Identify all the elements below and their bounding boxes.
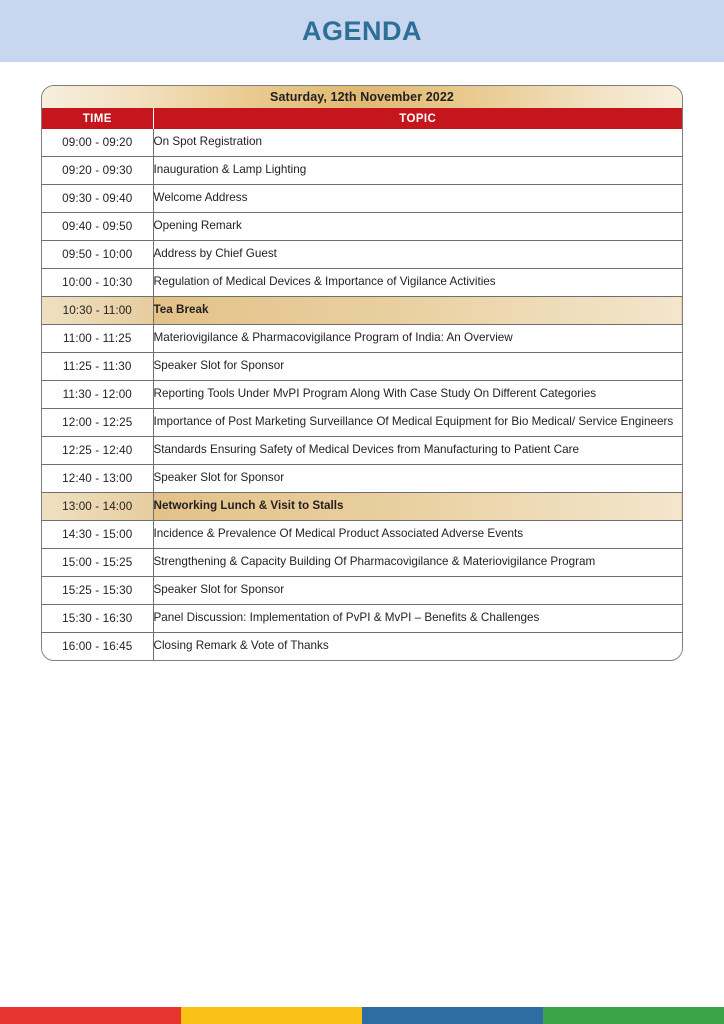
row-time: 09:40 - 09:50 bbox=[42, 213, 153, 241]
row-time: 09:50 - 10:00 bbox=[42, 241, 153, 269]
footer-bar-red bbox=[0, 1007, 181, 1024]
footer-bar-green bbox=[543, 1007, 724, 1024]
row-topic: Address by Chief Guest bbox=[153, 241, 682, 269]
row-time: 13:00 - 14:00 bbox=[42, 493, 153, 521]
table-row bbox=[42, 185, 682, 213]
row-topic: Incidence & Prevalence Of Medical Product Associated Adverse Events bbox=[153, 521, 682, 549]
row-topic: Standards Ensuring Safety of Medical Devices from Manufacturing to Patient Care bbox=[153, 437, 682, 465]
row-topic: Importance of Post Marketing Surveillance Of Medical Equipment for Bio Medical/ Service Engineers bbox=[153, 409, 682, 437]
row-topic: Materiovigilance & Pharmacovigilance Program of India: An Overview bbox=[153, 325, 682, 353]
row-topic: Regulation of Medical Devices & Importance of Vigilance Activities bbox=[153, 269, 682, 297]
agenda-table-body bbox=[42, 129, 682, 660]
row-topic: Speaker Slot for Sponsor bbox=[153, 577, 682, 605]
table-row bbox=[42, 297, 682, 325]
table-row bbox=[42, 213, 682, 241]
row-time: 11:00 - 11:25 bbox=[42, 325, 153, 353]
row-time: 12:00 - 12:25 bbox=[42, 409, 153, 437]
row-time: 14:30 - 15:00 bbox=[42, 521, 153, 549]
row-topic: Welcome Address bbox=[153, 185, 682, 213]
table-row bbox=[42, 549, 682, 577]
agenda-date-header: Saturday, 12th November 2022 bbox=[42, 86, 682, 108]
row-time: 11:30 - 12:00 bbox=[42, 381, 153, 409]
row-time: 09:30 - 09:40 bbox=[42, 185, 153, 213]
row-time: 09:20 - 09:30 bbox=[42, 157, 153, 185]
table-row bbox=[42, 381, 682, 409]
row-topic: Speaker Slot for Sponsor bbox=[153, 353, 682, 381]
page-title: AGENDA bbox=[301, 15, 422, 46]
row-time: 15:00 - 15:25 bbox=[42, 549, 153, 577]
row-topic: Networking Lunch & Visit to Stalls bbox=[153, 493, 682, 521]
table-row bbox=[42, 241, 682, 269]
row-time: 10:00 - 10:30 bbox=[42, 269, 153, 297]
row-topic: Panel Discussion: Implementation of PvPI & MvPI – Benefits & Challenges bbox=[153, 605, 682, 633]
row-topic: Closing Remark & Vote of Thanks bbox=[153, 633, 682, 661]
row-time: 16:00 - 16:45 bbox=[42, 633, 153, 661]
column-header-time: TIME bbox=[42, 108, 153, 129]
table-row bbox=[42, 325, 682, 353]
row-time: 10:30 - 11:00 bbox=[42, 297, 153, 325]
row-time: 12:25 - 12:40 bbox=[42, 437, 153, 465]
table-row bbox=[42, 493, 682, 521]
table-row bbox=[42, 605, 682, 633]
row-topic: Opening Remark bbox=[153, 213, 682, 241]
table-row bbox=[42, 409, 682, 437]
row-time: 15:30 - 16:30 bbox=[42, 605, 153, 633]
footer-bar-blue bbox=[362, 1007, 543, 1024]
table-row bbox=[42, 269, 682, 297]
table-row bbox=[42, 157, 682, 185]
row-topic: Tea Break bbox=[153, 297, 682, 325]
page-title-band bbox=[0, 0, 724, 62]
table-row bbox=[42, 633, 682, 661]
table-row bbox=[42, 465, 682, 493]
table-row bbox=[42, 353, 682, 381]
row-topic: On Spot Registration bbox=[153, 129, 682, 157]
row-topic: Speaker Slot for Sponsor bbox=[153, 465, 682, 493]
table-row bbox=[42, 437, 682, 465]
row-time: 11:25 - 11:30 bbox=[42, 353, 153, 381]
agenda-table bbox=[42, 108, 682, 660]
row-time: 15:25 - 15:30 bbox=[42, 577, 153, 605]
agenda-table-head bbox=[42, 108, 682, 129]
table-header-row bbox=[42, 108, 682, 129]
footer-bar-yellow bbox=[181, 1007, 362, 1024]
footer-color-bars bbox=[0, 1007, 724, 1024]
row-topic: Inauguration & Lamp Lighting bbox=[153, 157, 682, 185]
table-row bbox=[42, 521, 682, 549]
row-time: 09:00 - 09:20 bbox=[42, 129, 153, 157]
row-topic: Strengthening & Capacity Building Of Pharmacovigilance & Materiovigilance Program bbox=[153, 549, 682, 577]
column-header-topic: TOPIC bbox=[153, 108, 682, 129]
table-row bbox=[42, 129, 682, 157]
row-time: 12:40 - 13:00 bbox=[42, 465, 153, 493]
table-row bbox=[42, 577, 682, 605]
row-topic: Reporting Tools Under MvPI Program Along With Case Study On Different Categories bbox=[153, 381, 682, 409]
agenda-table-container bbox=[41, 85, 683, 661]
